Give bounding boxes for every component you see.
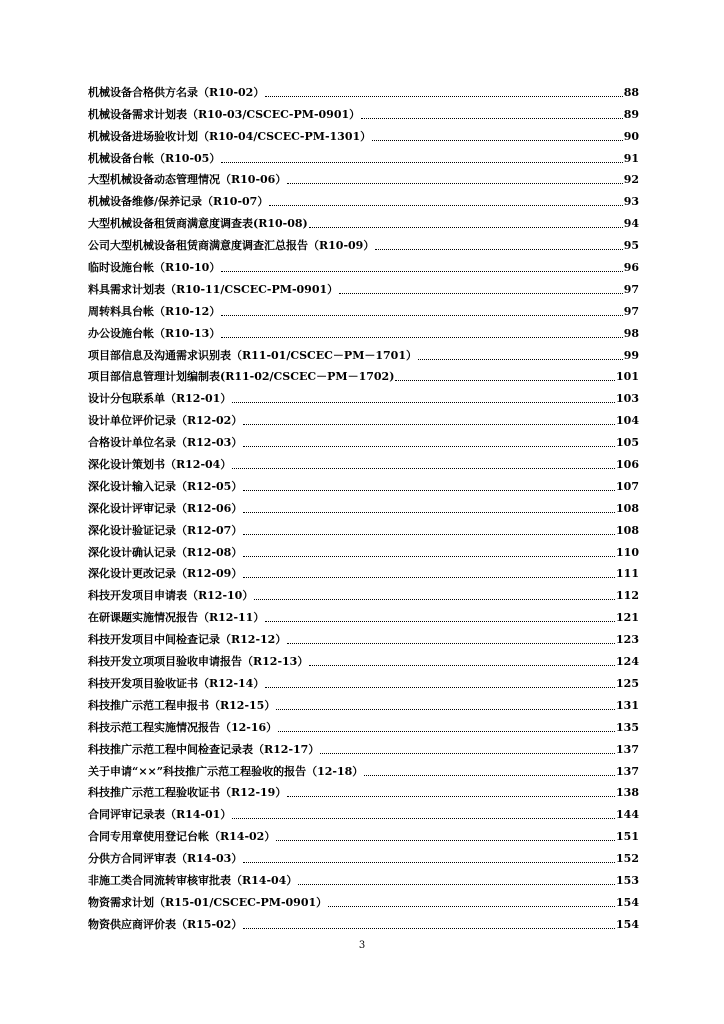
toc-entry-title: 科技开发项目验收证书（R12-14）	[88, 676, 265, 690]
toc-entry-title: 机械设备台帐（R10-05）	[88, 151, 221, 165]
toc-entry[interactable]	[88, 209, 639, 231]
toc-entry-page-number: 103	[616, 392, 639, 406]
toc-entry-page-number: 135	[616, 720, 639, 734]
toc-entry-title: 分供方合同评审表（R14-03）	[88, 852, 243, 866]
dot-leader	[276, 709, 615, 710]
toc-entry-title: 物资需求计划（R15-01/CSCEC-PM-0901）	[88, 895, 328, 909]
toc-entry-page-number: 93	[623, 195, 639, 209]
toc-entry-title: 机械设备需求计划表（R10-03/CSCEC-PM-0901）	[88, 107, 361, 121]
toc-entry-page-number: 111	[616, 567, 639, 581]
dot-leader	[265, 687, 615, 688]
toc-entry-page-number: 153	[616, 873, 639, 887]
dot-leader	[265, 96, 622, 97]
toc-entry-title: 机械设备进场验收计划（R10-04/CSCEC-PM-1301）	[88, 129, 372, 143]
toc-entry-title: 设计单位评价记录（R12-02）	[88, 414, 243, 428]
toc-entry-title: 科技推广示范工程申报书（R12-15）	[88, 698, 276, 712]
toc-entry-title: 周转料具台帐（R10-12）	[88, 304, 221, 318]
toc-entry-title: 项目部信息管理计划编制表(R11-02/CSCEC－PM－1702)	[88, 370, 395, 384]
dot-leader	[243, 446, 615, 447]
toc-entry[interactable]	[88, 625, 639, 647]
toc-entry[interactable]	[88, 253, 639, 275]
toc-entry-page-number: 89	[623, 107, 639, 121]
table-of-contents	[88, 78, 639, 932]
toc-entry-title: 设计分包联系单（R12-01）	[88, 392, 232, 406]
toc-entry-page-number: 105	[616, 436, 639, 450]
dot-leader	[243, 490, 615, 491]
toc-entry-title: 项目部信息及沟通需求识别表（R11-01/CSCEC－PM－1701）	[88, 348, 417, 362]
toc-entry-page-number: 88	[623, 85, 639, 99]
dot-leader	[221, 271, 622, 272]
toc-entry-page-number: 152	[616, 852, 639, 866]
toc-entry-title: 科技推广示范工程中间检查记录表（R12-17）	[88, 742, 320, 756]
toc-entry[interactable]	[88, 560, 639, 582]
dot-leader	[243, 928, 615, 929]
toc-entry[interactable]	[88, 735, 639, 757]
toc-entry-title: 科技开发立项项目验收申请报告（R12-13）	[88, 655, 309, 669]
dot-leader	[361, 118, 623, 119]
dot-leader	[269, 205, 622, 206]
toc-entry-title: 深化设计评审记录（R12-06）	[88, 501, 243, 515]
toc-entry[interactable]	[88, 450, 639, 472]
toc-entry-title: 科技示范工程实施情况报告（12-16）	[88, 720, 278, 734]
toc-entry[interactable]	[88, 779, 639, 801]
toc-entry-title: 料具需求计划表（R10-11/CSCEC-PM-0901）	[88, 282, 339, 296]
toc-entry[interactable]	[88, 691, 639, 713]
toc-entry-title: 合同评审记录表（R14-01）	[88, 808, 232, 822]
dot-leader	[221, 315, 622, 316]
toc-entry[interactable]	[88, 822, 639, 844]
toc-entry-page-number: 110	[616, 545, 639, 559]
toc-entry-page-number: 121	[616, 611, 639, 625]
dot-leader	[221, 162, 622, 163]
dot-leader	[243, 862, 615, 863]
dot-leader	[243, 556, 615, 557]
dot-leader	[418, 359, 623, 360]
toc-entry-page-number: 97	[623, 304, 639, 318]
toc-entry-page-number: 137	[616, 764, 639, 778]
dot-leader	[243, 577, 615, 578]
toc-entry[interactable]	[88, 603, 639, 625]
toc-entry-page-number: 98	[623, 326, 639, 340]
dot-leader	[243, 424, 615, 425]
toc-entry-page-number: 106	[616, 458, 639, 472]
toc-entry[interactable]	[88, 713, 639, 735]
toc-entry-page-number: 125	[616, 676, 639, 690]
dot-leader	[309, 665, 615, 666]
toc-entry-page-number: 112	[616, 589, 639, 603]
toc-entry-page-number: 96	[623, 261, 639, 275]
toc-entry[interactable]	[88, 538, 639, 560]
toc-entry[interactable]	[88, 516, 639, 538]
toc-entry-page-number: 124	[616, 655, 639, 669]
toc-entry-page-number: 91	[623, 151, 639, 165]
toc-entry[interactable]	[88, 910, 639, 932]
toc-entry-title: 机械设备合格供方名录（R10-02）	[88, 85, 265, 99]
toc-entry[interactable]	[88, 406, 639, 428]
toc-entry-page-number: 99	[623, 348, 639, 362]
toc-entry[interactable]	[88, 844, 639, 866]
toc-entry-title: 合格设计单位名录（R12-03）	[88, 436, 243, 450]
dot-leader	[232, 818, 615, 819]
toc-entry[interactable]	[88, 100, 639, 122]
dot-leader	[287, 796, 615, 797]
dot-leader	[395, 380, 615, 381]
dot-leader	[265, 621, 615, 622]
toc-entry-page-number: 104	[616, 414, 639, 428]
dot-leader	[287, 183, 622, 184]
toc-entry-page-number: 131	[616, 698, 639, 712]
toc-entry-page-number: 92	[623, 173, 639, 187]
toc-entry[interactable]	[88, 757, 639, 779]
toc-entry-page-number: 101	[616, 370, 639, 384]
dot-leader	[328, 906, 615, 907]
toc-entry-title: 在研课题实施情况报告（R12-11）	[88, 611, 265, 625]
toc-entry-page-number: 137	[616, 742, 639, 756]
toc-entry[interactable]	[88, 669, 639, 691]
dot-leader	[243, 512, 615, 513]
toc-entry-page-number: 95	[623, 239, 639, 253]
toc-entry-page-number: 97	[623, 282, 639, 296]
toc-entry-page-number: 154	[616, 917, 639, 931]
toc-entry-page-number: 108	[616, 501, 639, 515]
dot-leader	[232, 402, 615, 403]
toc-entry-title: 大型机械设备动态管理情况（R10-06）	[88, 173, 287, 187]
dot-leader	[339, 293, 623, 294]
toc-entry[interactable]	[88, 319, 639, 341]
toc-entry[interactable]	[88, 78, 639, 100]
dot-leader	[278, 731, 615, 732]
toc-entry[interactable]	[88, 428, 639, 450]
toc-entry-page-number: 107	[616, 479, 639, 493]
dot-leader	[232, 468, 615, 469]
toc-entry[interactable]	[88, 166, 639, 188]
toc-entry-title: 非施工类合同流转审核审批表（R14-04）	[88, 873, 298, 887]
toc-entry[interactable]	[88, 297, 639, 319]
dot-leader	[372, 140, 623, 141]
toc-entry-title: 深化设计更改记录（R12-09）	[88, 567, 243, 581]
toc-entry-page-number: 108	[616, 523, 639, 537]
dot-leader	[243, 534, 615, 535]
toc-entry[interactable]	[88, 144, 639, 166]
toc-entry-page-number: 144	[616, 808, 639, 822]
toc-entry[interactable]	[88, 494, 639, 516]
toc-entry-title: 深化设计确认记录（R12-08）	[88, 545, 243, 559]
toc-entry-page-number: 90	[623, 129, 639, 143]
toc-entry-title: 深化设计验证记录（R12-07）	[88, 523, 243, 537]
toc-entry-title: 公司大型机械设备租赁商满意度调查汇总报告（R10-09）	[88, 239, 375, 253]
dot-leader	[221, 337, 622, 338]
toc-entry-title: 深化设计策划书（R12-04）	[88, 458, 232, 472]
toc-entry-title: 临时设施台帐（R10-10）	[88, 261, 221, 275]
toc-entry-title: 物资供应商评价表（R15-02）	[88, 917, 243, 931]
toc-entry-title: 合同专用章使用登记台帐（R14-02）	[88, 830, 276, 844]
toc-entry-page-number: 151	[616, 830, 639, 844]
toc-entry[interactable]	[88, 581, 639, 603]
toc-entry-title: 科技开发项目中间检查记录（R12-12）	[88, 633, 287, 647]
dot-leader	[320, 753, 615, 754]
toc-entry[interactable]	[88, 187, 639, 209]
dot-leader	[276, 840, 615, 841]
toc-entry[interactable]	[88, 888, 639, 910]
toc-entry-title: 科技开发项目申请表（R12-10）	[88, 589, 254, 603]
toc-entry[interactable]	[88, 275, 639, 297]
dot-leader	[364, 775, 615, 776]
dot-leader	[298, 884, 615, 885]
dot-leader	[309, 227, 623, 228]
dot-leader	[287, 643, 615, 644]
toc-entry[interactable]	[88, 363, 639, 385]
toc-entry-page-number: 154	[616, 895, 639, 909]
toc-entry[interactable]	[88, 122, 639, 144]
toc-entry[interactable]	[88, 341, 639, 363]
toc-entry-title: 大型机械设备租赁商满意度调查表(R10-08)	[88, 217, 308, 231]
dot-leader	[375, 249, 622, 250]
toc-entry-page-number: 138	[616, 786, 639, 800]
page-number: 3	[358, 940, 366, 951]
toc-entry-page-number: 94	[623, 217, 639, 231]
toc-entry-title: 关于申请“××”科技推广示范工程验收的报告（12-18）	[88, 764, 364, 778]
toc-entry[interactable]	[88, 231, 639, 253]
toc-entry[interactable]	[88, 472, 639, 494]
toc-entry[interactable]	[88, 866, 639, 888]
toc-entry[interactable]	[88, 384, 639, 406]
toc-entry[interactable]	[88, 800, 639, 822]
toc-entry-title: 科技推广示范工程验收证书（R12-19）	[88, 786, 287, 800]
dot-leader	[254, 599, 615, 600]
toc-entry-title: 办公设施台帐（R10-13）	[88, 326, 221, 340]
toc-entry-page-number: 123	[616, 633, 639, 647]
toc-entry[interactable]	[88, 647, 639, 669]
toc-entry-title: 机械设备维修/保养记录（R10-07）	[88, 195, 269, 209]
toc-entry-title: 深化设计输入记录（R12-05）	[88, 479, 243, 493]
